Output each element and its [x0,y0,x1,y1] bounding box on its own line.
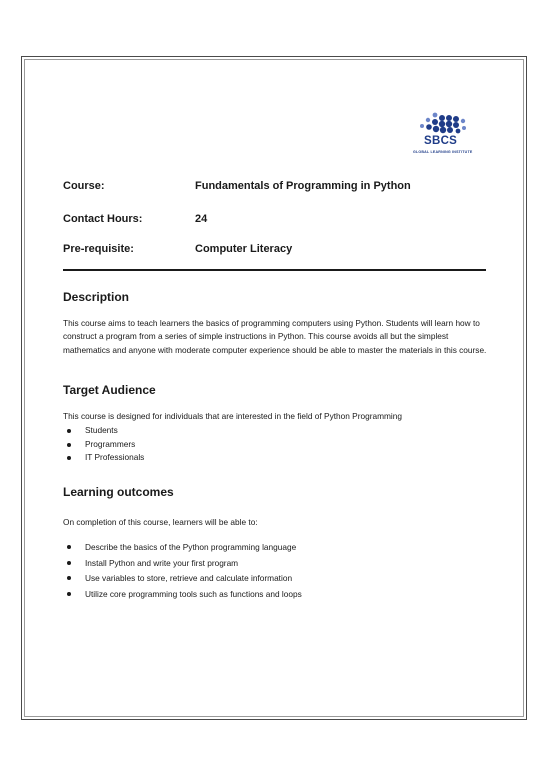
description-text: This course aims to teach learners the basics of programming computers using Python. Students will learn how to construct a program from a series of simple instructions in Python. This course avoids all but the simplest mathematics and anyone with moderate computer experience should be able to master the materials in this course. [63,318,487,355]
logo-name: SBCS [424,135,458,147]
list-item: Utilize core programming tools such as functions and loops [63,587,302,603]
course-title: Fundamentals of Programming in Python [195,180,411,192]
description-heading: Description [63,290,130,304]
audience-list [63,424,144,465]
audience-heading: Target Audience [63,383,156,397]
outcomes-intro: On completion of this course, learners will be able to: [63,517,258,527]
contact-hours-label: Contact Hours: [63,213,143,225]
header-divider [63,269,486,271]
list-item: Install Python and write your first program [63,556,302,572]
list-item: IT Professionals [63,451,144,465]
list-item: Use variables to store, retrieve and calculate information [63,571,302,587]
prerequisite-label: Pre-requisite: [63,243,134,255]
outcomes-heading: Learning outcomes [63,485,174,499]
prerequisite-value: Computer Literacy [195,243,293,255]
logo-subtitle: GLOBAL LEARNING INSTITUTE [413,150,473,154]
audience-intro: This course is designed for individuals that are interested in the field of Python Programming [63,411,402,421]
contact-hours-value: 24 [195,213,208,225]
outcomes-list [63,540,302,602]
list-item: Programmers [63,438,144,452]
list-item: Students [63,424,144,438]
course-label: Course: [63,180,105,192]
list-item: Describe the basics of the Python programming language [63,540,302,556]
